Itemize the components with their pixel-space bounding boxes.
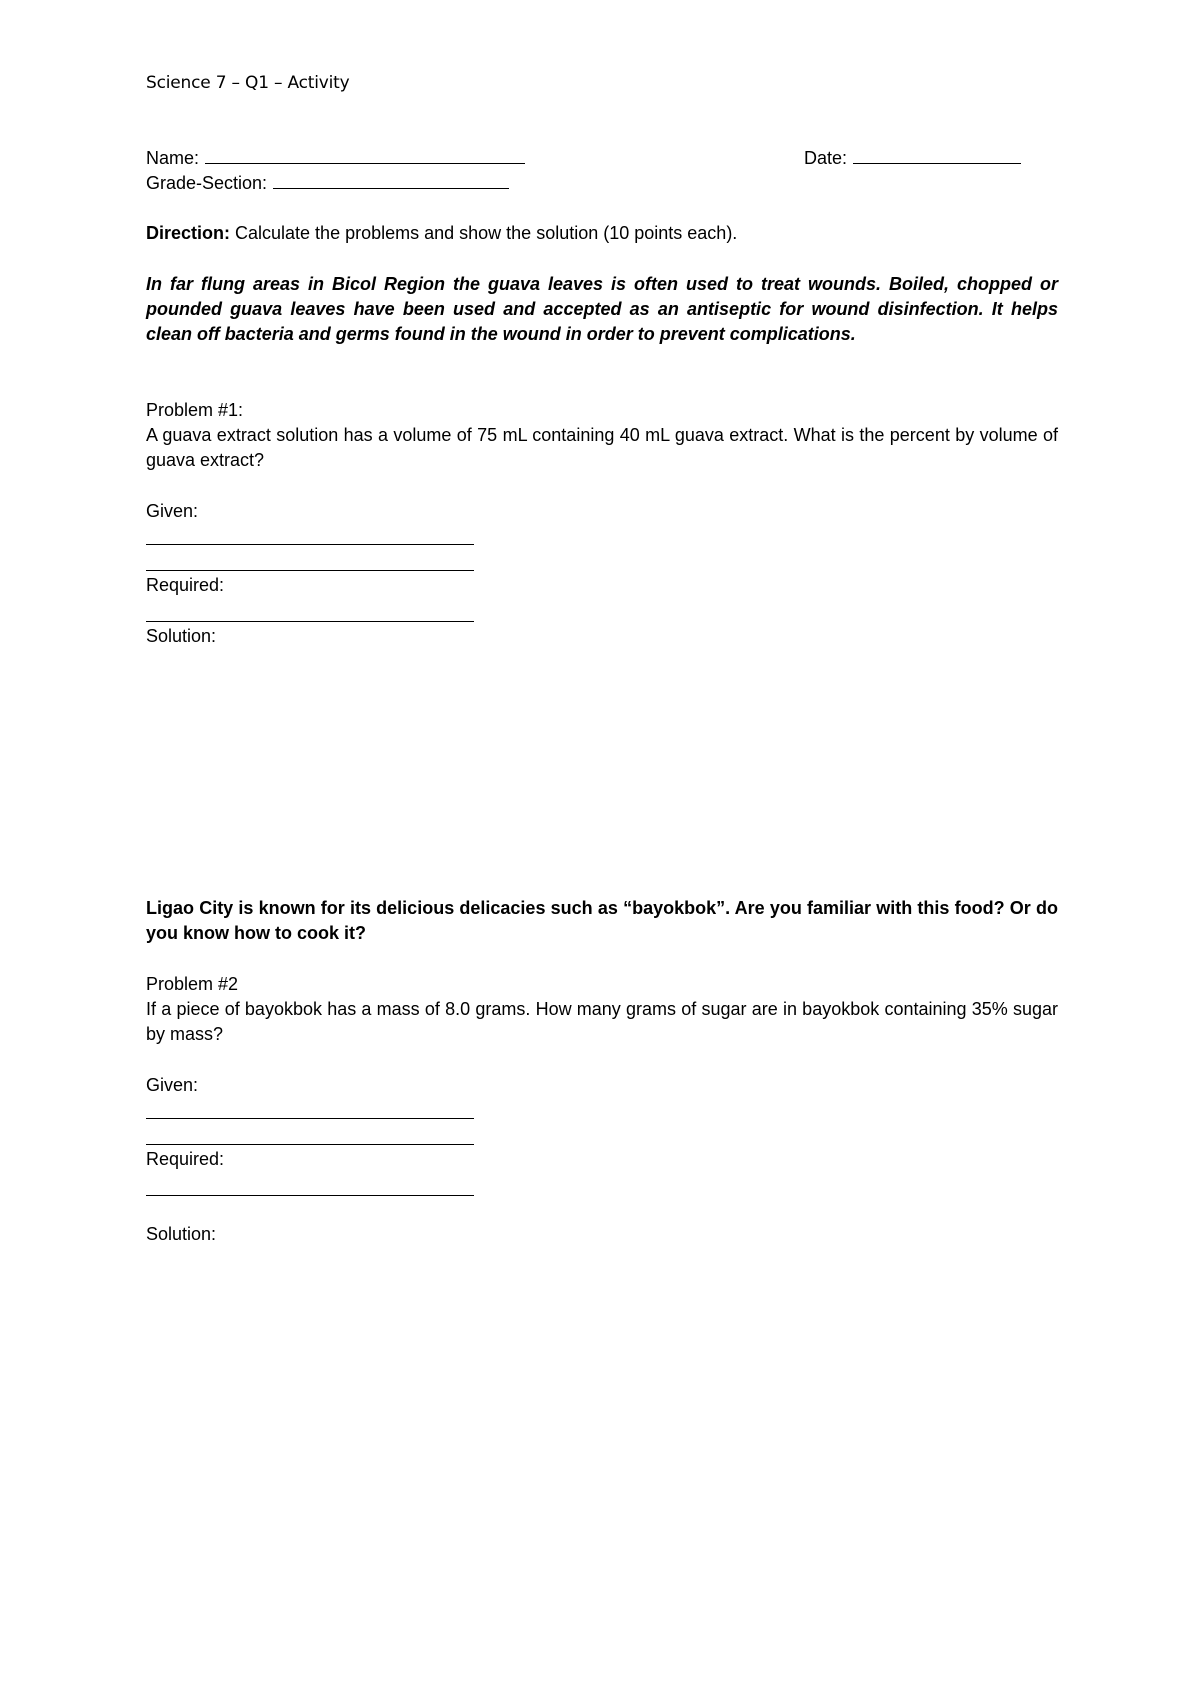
problem2-given-line-1[interactable]: [146, 1118, 474, 1119]
problem1-text: A guava extract solution has a volume of 75 mL containing 40 mL guava extract. What is the percent by volume of guava extract?: [146, 425, 1058, 470]
problem2-solution-label: Solution:: [146, 1224, 217, 1244]
problem2-required-label: Required:: [146, 1149, 225, 1169]
date-field: [804, 146, 1021, 171]
problem1-heading: Problem #1:: [146, 400, 244, 420]
direction: [146, 221, 737, 246]
grade-section-blank[interactable]: [273, 171, 509, 189]
problem2-given-label: Given:: [146, 1075, 199, 1095]
problem1-required-label: Required:: [146, 575, 225, 595]
worksheet-title: Science 7 – Q1 – Activity: [146, 73, 350, 93]
problem2-heading: Problem #2: [146, 974, 239, 994]
date-blank[interactable]: [853, 146, 1021, 164]
name-field: [146, 146, 525, 171]
grade-section-field: [146, 171, 509, 196]
intro-paragraph-bayokbok: Ligao City is known for its delicious delicacies such as “bayokbok”. Are you familiar with this food? Or do you know how to cook it?: [146, 898, 1058, 943]
name-blank[interactable]: [205, 146, 525, 164]
problem1-required-line[interactable]: [146, 621, 474, 622]
date-label: Date:: [804, 148, 848, 168]
direction-label: Direction:: [146, 223, 231, 243]
grade-section-label: Grade-Section:: [146, 173, 268, 193]
direction-text: Calculate the problems and show the solution (10 points each).: [230, 223, 738, 243]
problem1-given-line-1[interactable]: [146, 544, 474, 545]
problem2-required-line[interactable]: [146, 1195, 474, 1196]
problem1-given-label: Given:: [146, 501, 199, 521]
problem2-text: If a piece of bayokbok has a mass of 8.0 grams. How many grams of sugar are in bayokbok containing 35% sugar by mass?: [146, 999, 1058, 1044]
problem1-solution-label: Solution:: [146, 626, 217, 646]
name-label: Name:: [146, 148, 200, 168]
worksheet-page: [146, 0, 1058, 1698]
intro-paragraph-guava: In far flung areas in Bicol Region the guava leaves is often used to treat wounds. Boiled, chopped or pounded guava leaves have been used and accepted as an antiseptic for wound disinfection. It helps clean off bacteria and germs found in the wound in order to prevent complications.: [146, 274, 1058, 344]
problem2-given-line-2[interactable]: [146, 1144, 474, 1145]
problem1-given-line-2[interactable]: [146, 570, 474, 571]
